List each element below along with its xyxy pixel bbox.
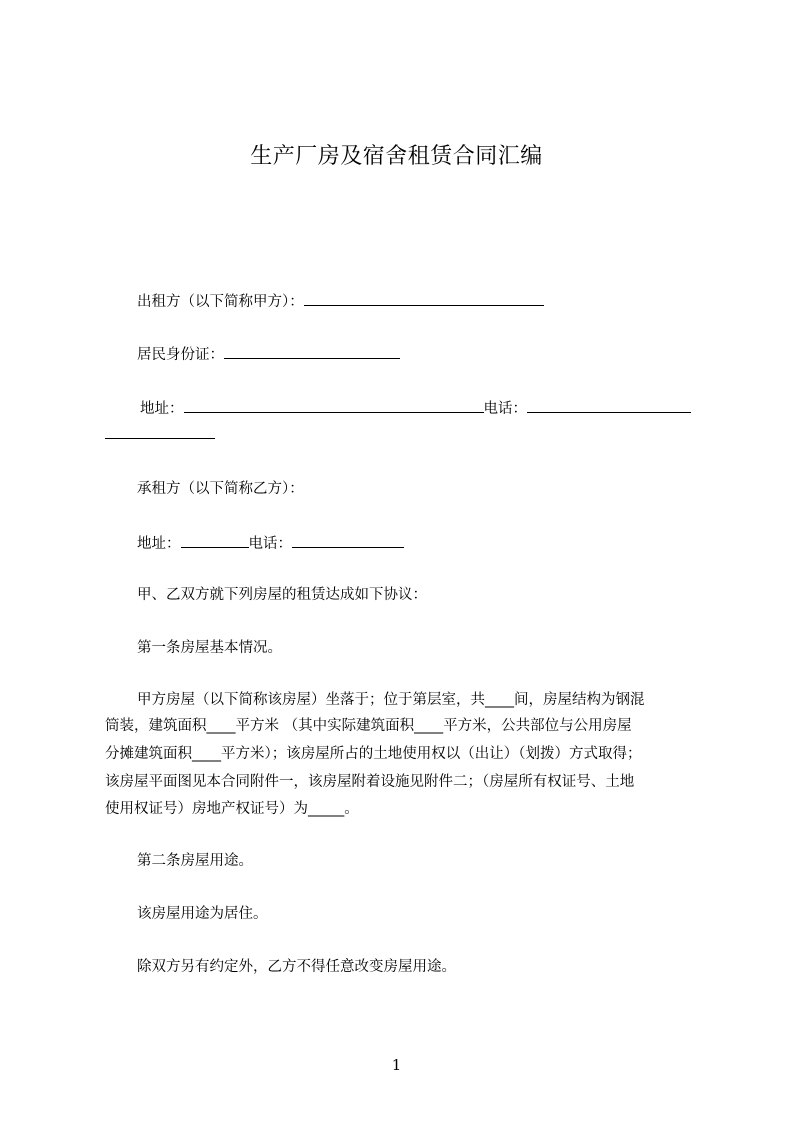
lessee-phone-label: 电话： <box>248 536 292 552</box>
lessor-address-line <box>140 398 691 419</box>
article2-heading: 第二条房屋用途。 <box>137 853 253 869</box>
agreement-intro: 甲、乙双方就下列房屋的租赁达成如下协议： <box>137 587 427 603</box>
article2-paragraph-2: 除双方另有约定外，乙方不得任意改变房屋用途。 <box>137 959 456 975</box>
article1-line-1: 甲方房屋（以下简称该房屋）坐落于；位于第层室，共____间，房屋结构为钢混 <box>137 692 645 708</box>
lessor-address-blank <box>184 398 484 413</box>
article1-line-2: 筒装，建筑面积____平方米 （其中实际建筑面积____平方米，公共部位与公用房屋 <box>105 718 632 734</box>
lessor-id-line <box>137 344 400 365</box>
lessor-id-blank <box>224 344 400 359</box>
document-title: 生产厂房及宿舍租赁合同汇编 <box>250 144 543 169</box>
lessor-address-label: 地址： <box>140 401 184 417</box>
lessor-phone-blank-cont <box>105 424 215 439</box>
lessee-line <box>137 479 304 499</box>
lessor-phone-blank <box>527 398 691 413</box>
lessor-phone-label: 电话： <box>483 401 527 417</box>
lessor-line <box>137 291 544 312</box>
article1-line-5: 使用权证号）房地产权证号）为_____。 <box>105 801 359 817</box>
lessor-phone-continuation <box>105 424 215 445</box>
lessee-address-line <box>137 533 404 554</box>
lessee-label: 承租方（以下简称乙方）： <box>137 481 304 497</box>
article1-line-3: 分摊建筑面积____平方米）；该房屋所占的土地使用权以（出让）（划拨）方式取得； <box>105 746 642 762</box>
article2-paragraph-1: 该房屋用途为居住。 <box>137 906 268 922</box>
lessee-address-label: 地址： <box>137 536 181 552</box>
page-number: 1 <box>391 1056 402 1074</box>
lessor-label: 出租方（以下简称甲方）： <box>137 294 304 310</box>
lessee-phone-blank <box>292 533 404 548</box>
article1-line-4: 该房屋平面图见本合同附件一，该房屋附着设施见附件二；（房屋所有权证号、土地 <box>105 774 635 790</box>
lessor-id-label: 居民身份证： <box>137 347 224 363</box>
lessee-address-blank <box>181 533 249 548</box>
lessor-name-blank <box>304 291 544 306</box>
article1-heading: 第一条房屋基本情况。 <box>137 640 282 656</box>
